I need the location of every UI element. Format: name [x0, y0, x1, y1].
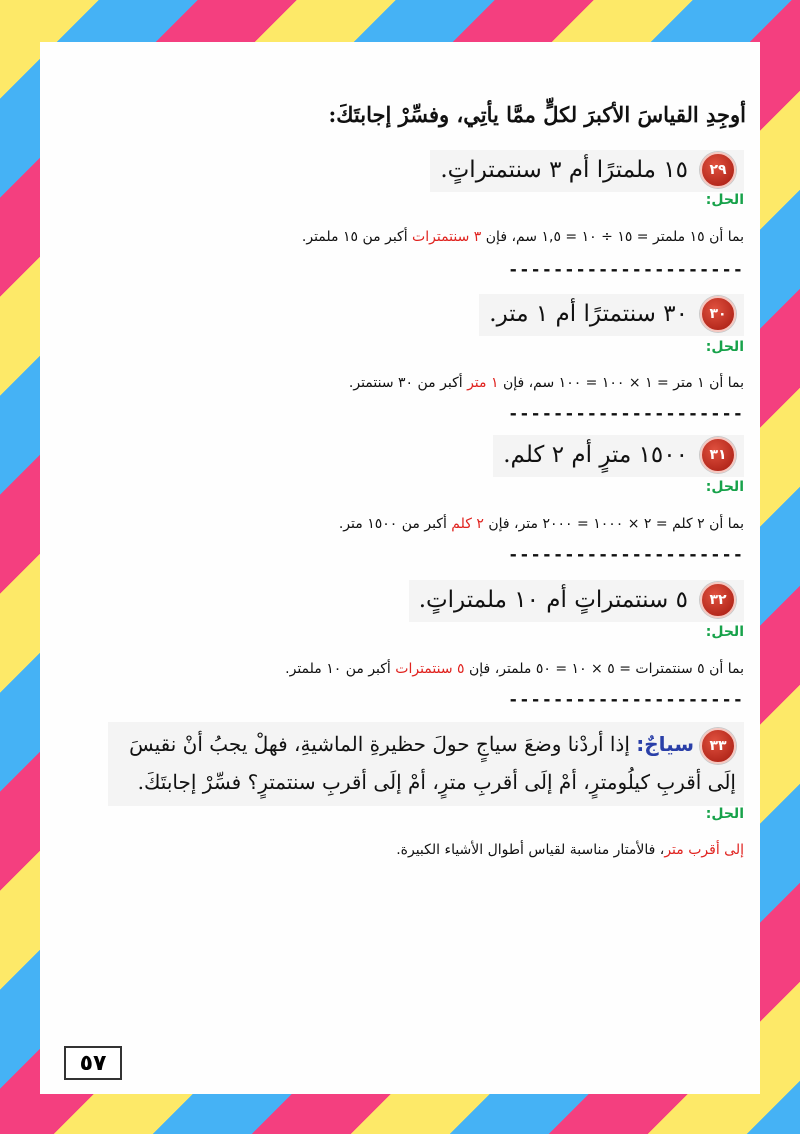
number-badge-icon: ٣٢ [700, 582, 736, 618]
separator-line: --------------------- [508, 690, 744, 710]
answer-32 [285, 661, 744, 677]
answer-text: بما أن ١٥ ملمتر = ١٥ ÷ ١٠ = ١,٥ سم، فإن [481, 229, 744, 245]
separator-line: --------------------- [508, 404, 744, 424]
answer-highlight: ٥ سنتمترات [395, 661, 465, 677]
answer-text: أكبر من ١٥٠٠ متر. [338, 516, 452, 532]
answer-text: ، فالأمتار مناسبة لقياس أطوال الأشياء الكبيرة. [396, 842, 665, 858]
solution-label: الحل: [705, 192, 744, 208]
answer-text: بما أن ٥ سنتمترات = ٥ × ١٠ = ٥٠ ملمتر، فإن [464, 661, 744, 677]
answer-33 [396, 842, 744, 858]
number-badge-icon: ٣٣ [700, 728, 736, 764]
number-badge-icon: ٣١ [700, 437, 736, 473]
question-text: ١٥٠٠ مترٍ أم ٢ كلم. [503, 442, 688, 468]
answer-text: بما أن ١ متر = ١ × ١٠٠ = ١٠٠ سم، فإن [498, 375, 744, 391]
question-text: ١٥ ملمترًا أم ٣ سنتمتراتٍ. [440, 157, 688, 183]
solution-label: الحل: [705, 624, 744, 640]
answer-30 [349, 375, 744, 391]
question-32 [409, 580, 744, 622]
solution-label: الحل: [705, 806, 744, 822]
exercise-heading: أوجِدِ القياسَ الأكبرَ لكلٍّ ممَّا يأتِي، وفسِّرْ إجابتَكَ: [328, 102, 746, 127]
answer-29 [302, 229, 744, 245]
question-33 [108, 722, 744, 806]
solution-label: الحل: [705, 479, 744, 495]
question-31 [493, 435, 744, 477]
answer-highlight: ٣ سنتمترات [412, 229, 482, 245]
question-29 [430, 150, 744, 192]
number-badge-icon: ٢٩ [700, 152, 736, 188]
answer-text: بما أن ٢ كلم = ٢ × ١٠٠٠ = ٢٠٠٠ متر، فإن [483, 516, 744, 532]
page-number: ٥٧ [64, 1046, 122, 1080]
answer-text: أكبر من ١٠ ملمتر. [285, 661, 396, 677]
answer-31 [339, 516, 744, 532]
solution-label: الحل: [705, 339, 744, 355]
question-text: ٥ سنتمتراتٍ أم ١٠ ملمتراتٍ. [418, 587, 688, 613]
separator-line: --------------------- [508, 260, 744, 280]
answer-text: أكبر من ١٥ ملمتر. [301, 229, 413, 245]
question-keyword: سياجٌ: [636, 732, 694, 756]
worksheet-page [40, 42, 760, 1094]
number-badge-icon: ٣٠ [700, 296, 736, 332]
separator-line: --------------------- [508, 545, 744, 565]
answer-text: أكبر من ٣٠ سنتمتر. [348, 375, 468, 391]
question-text: ٣٠ سنتمترًا أم ١ متر. [489, 301, 688, 327]
answer-highlight: إلى أقرب متر [664, 842, 744, 858]
question-30 [479, 294, 744, 336]
answer-highlight: ٢ كلم [451, 516, 484, 532]
worksheet-content [40, 42, 760, 1094]
question-text: إذا أردْنا وضعَ سياجٍ حولَ حظيرةِ الماشيةِ، فهلْ يجبُ أنْ نقيسَ إلَى أقربِ كيلُومترٍ، أمْ إلَى أقربِ مترٍ، أمْ إلَى أقربِ سنتمترٍ؟ فسِّرْ إجابتَكَ. [129, 732, 736, 794]
answer-highlight: ١ متر [467, 375, 499, 391]
